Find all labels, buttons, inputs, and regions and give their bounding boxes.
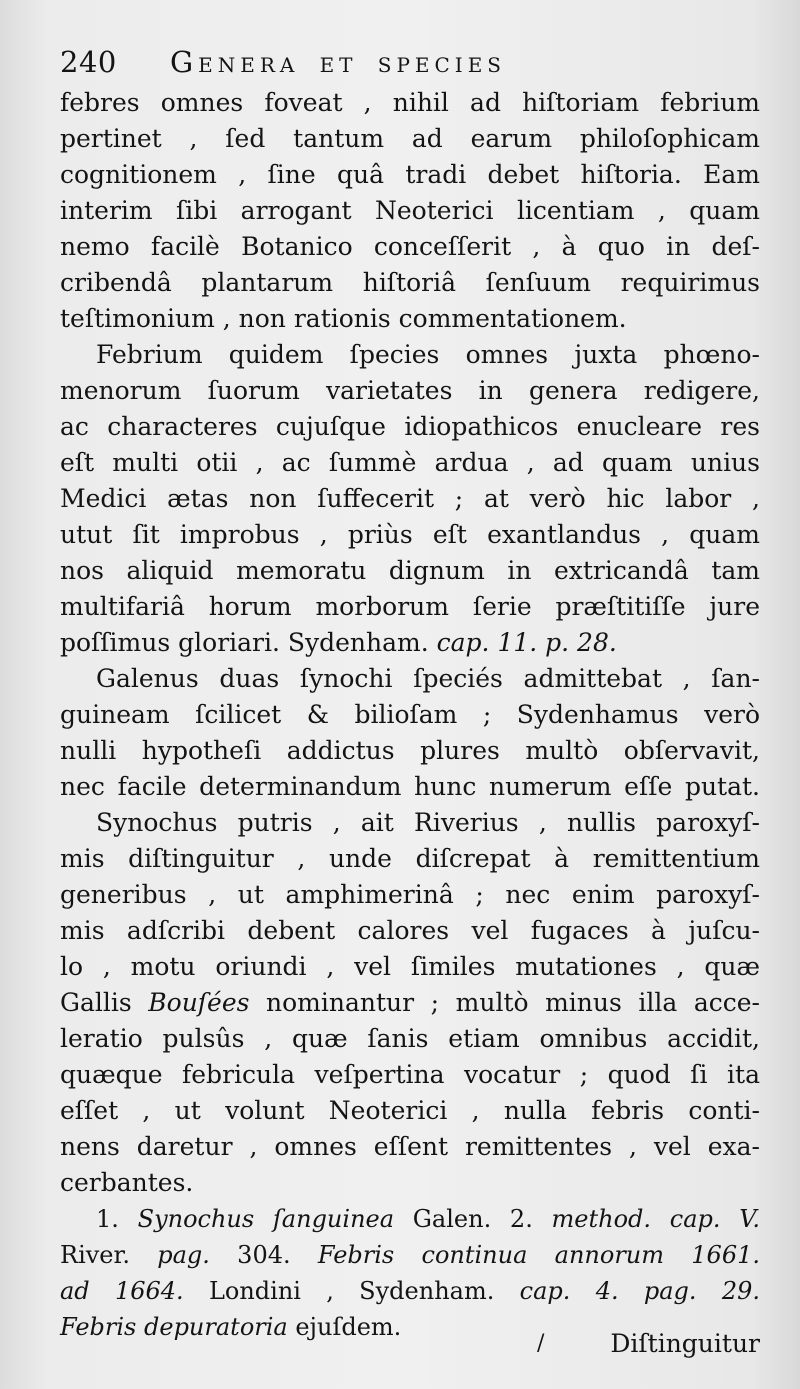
text-run: River. <box>60 1241 158 1269</box>
text-line: nulli hypotheſi addictus plures multò obſervavit, <box>60 736 760 765</box>
text-line: interim ſibi arrogant Neoterici licentiam , quam <box>60 196 760 225</box>
text-line: leratio pulsûs , quæ ſanis etiam omnibus accidit, <box>60 1024 760 1053</box>
citation-reference: cap. 11. p. 28. <box>436 628 617 657</box>
text-line: Synochus putris , ait Riverius , nullis paroxyſ- <box>96 808 760 837</box>
paragraph-1 <box>60 85 760 337</box>
text-line: febres omnes foveat , nihil ad hiſtoriam febrium <box>60 88 760 117</box>
footnote-term: Febris continua annorum 1661. <box>317 1241 760 1269</box>
citation-reference: pag. <box>157 1241 210 1269</box>
text-line: cerbantes. <box>60 1168 194 1197</box>
page-number: 240 <box>60 45 117 79</box>
text-line: quæque febricula veſpertina vocatur ; quod ſi ita <box>60 1060 760 1089</box>
text-line: utut ſit improbus , priùs eſt exantlandus , quam <box>60 520 760 549</box>
footnote-line <box>60 1201 760 1237</box>
citation-reference: cap. 4. pag. 29. <box>519 1277 760 1305</box>
text-line <box>60 625 760 661</box>
italic-term: Bouſées <box>148 988 250 1017</box>
text-line: Febrium quidem ſpecies omnes juxta phœno- <box>96 340 760 369</box>
text-line: eſt multi otii , ac ſummè ardua , ad quam unius <box>60 448 760 477</box>
catchword-row <box>60 1324 760 1364</box>
citation-reference: method. cap. V. <box>551 1205 760 1233</box>
text-run: poſſimus gloriari. Sydenham. <box>60 628 437 657</box>
footnote-term: ad 1664. <box>60 1277 184 1305</box>
text-run: nominantur ; multò minus illa acce- <box>249 988 761 1017</box>
text-line: menorum ſuorum varietates in genera redigere, <box>60 376 760 405</box>
text-line: nens daretur , omnes eſſent remittentes , vel exa- <box>60 1132 760 1161</box>
text-line: teſtimonium , non rationis commentationem. <box>60 304 627 333</box>
text-line: guineam ſcilicet & bilioſam ; Sydenhamus verò <box>60 700 760 729</box>
text-run: 304. <box>209 1241 318 1269</box>
paragraph-3 <box>60 661 760 805</box>
footnote-term: Synochus ſanguinea <box>137 1205 395 1233</box>
text-line: pertinet , ſed tantum ad earum philoſophicam <box>60 124 760 153</box>
signature-mark: / <box>537 1331 545 1356</box>
text-line: nec facile determinandum hunc numerum eſſe putat. <box>60 772 760 801</box>
text-line: cribendâ plantarum hiſtoriâ ſenſuum requirimus <box>60 268 760 297</box>
footnote-term: Febris depuratoria <box>60 1313 288 1341</box>
paragraph-4 <box>60 805 760 1201</box>
text-line: mis adſcribi debent calores vel fugaces à juſcu- <box>60 916 760 945</box>
footnote-number: 1. <box>96 1205 138 1233</box>
text-line: multifariâ horum morborum ſerie præſtitiſſe jure <box>60 592 760 621</box>
text-run: Londini , Sydenham. <box>183 1277 520 1305</box>
text-line: ac characteres cujuſque idiopathicos enucleare res <box>60 412 760 441</box>
footnote-line <box>60 1273 760 1309</box>
paragraph-2 <box>60 337 760 661</box>
text-line <box>60 985 760 1021</box>
text-run: ejuſdem. <box>287 1313 402 1341</box>
text-line: eſſet , ut volunt Neoterici , nulla febris conti- <box>60 1096 760 1125</box>
page-header <box>60 40 760 85</box>
text-line: Medici ætas non ſuffecerit ; at verò hic labor , <box>60 484 760 513</box>
text-line: nos aliquid memoratu dignum in extricandâ tam <box>60 556 760 585</box>
text-line: lo , motu oriundi , vel ſimiles mutationes , quæ <box>60 952 760 981</box>
text-line: generibus , ut amphimerinâ ; nec enim paroxyſ- <box>60 880 760 909</box>
text-line: Galenus duas ſynochi ſpeciés admittebat , ſan- <box>96 664 760 693</box>
text-run: Galen. 2. <box>394 1205 552 1233</box>
text-run: Gallis <box>60 988 149 1017</box>
running-title: Genera et species <box>170 45 507 79</box>
catchword: Diſtinguitur <box>610 1329 760 1358</box>
text-block <box>60 40 760 1345</box>
footnote-line <box>60 1237 760 1273</box>
text-line: nemo facilè Botanico conceſſerit , à quo in deſ- <box>60 232 760 261</box>
text-line: cognitionem , ſine quâ tradi debet hiſtoria. Eam <box>60 160 760 189</box>
text-line: mis diſtinguitur , unde diſcrepat à remittentium <box>60 844 760 873</box>
